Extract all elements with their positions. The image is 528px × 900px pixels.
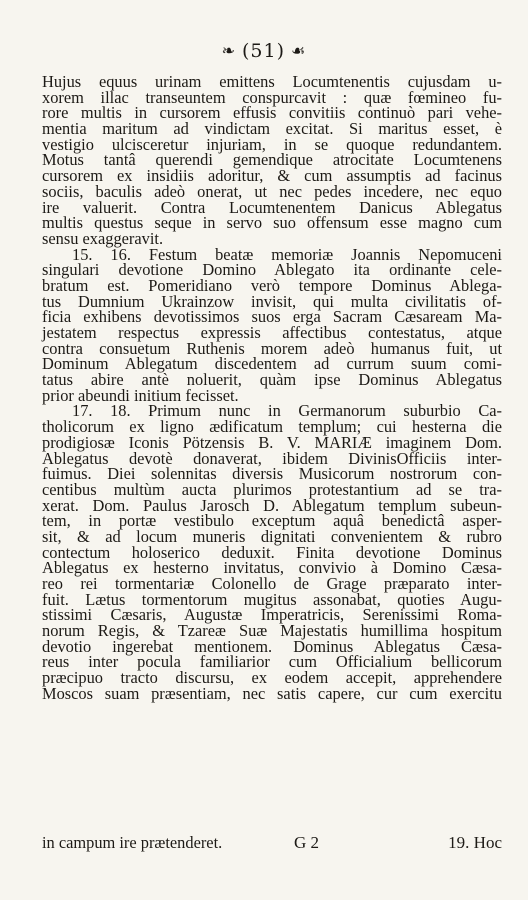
text-line: 17. 18. Primum nunc in Germanorum suburbio Ca- bbox=[72, 401, 502, 421]
text-line: centibus multùm aucta plurimos protestantium ad se tra- bbox=[42, 479, 502, 499]
text-line: Dominum Ablegatum discedentem ad currum suum comi- bbox=[42, 354, 502, 374]
text-line: jestatem respectus expressis affectibus contestatus, atque bbox=[42, 323, 502, 342]
text-line: Ablegatus ex hesterno invitatus, convivio à Domino Cæsa- bbox=[42, 558, 502, 578]
text-line: contra consuetum Ruthenis morem adeò humanus fuit, ut bbox=[42, 338, 502, 358]
text-line: sensu exaggeravit. bbox=[42, 228, 164, 248]
text-line: fuimus. Diei solennitas diversis Musicorum nostrorum con- bbox=[42, 464, 502, 484]
text-line: xorem illac transeuntem conspurcavit : quæ fœmineo fu- bbox=[42, 87, 502, 107]
text-line: sociis, baculis adeò onerat, ut nec pedes incedere, nec equo bbox=[42, 181, 502, 201]
page-number: (51) bbox=[242, 40, 286, 62]
signature-mark: G 2 bbox=[294, 833, 320, 852]
text-line: bratum est. Pomeridiano verò tempore Dominus Ablega- bbox=[42, 275, 502, 295]
text-line: Hujus equus urinam emittens Locumtenentis cujusdam u- bbox=[42, 72, 502, 91]
catchword: 19. Hoc bbox=[448, 833, 502, 852]
text-line: tholicorum ex ligno ædificatum templum; cui hesterna die bbox=[42, 417, 502, 437]
text-line: prior abeundi initium fecisset. bbox=[42, 385, 239, 405]
text-line: Moscos suam præsentiam, nec satis capere, cur cum exercitu bbox=[42, 683, 502, 703]
left-ornament-icon: ❧ bbox=[221, 41, 237, 60]
text-line: tatus abire antè noluerit, quàm ipse Dominus Ablegatus bbox=[42, 370, 502, 390]
text-line: tus Dumnium Ukrainzow invisit, qui multa civilitatis of- bbox=[42, 291, 502, 311]
text-line: Ablegatus devotè donaverat, ibidem DivinisOfficiis inter- bbox=[42, 448, 502, 468]
text-line: præcipuo tracto discursu, ex eodem accepit, apprehendere bbox=[42, 668, 502, 688]
text-line: stissimi Cæsaris, Augustæ Imperatricis, Serenissimi Roma- bbox=[42, 605, 502, 625]
text-body bbox=[42, 74, 502, 702]
text-line: xerat. Dom. Paulus Jarosch D. Ablegatum templum subeun- bbox=[42, 495, 502, 515]
text-line: contectum holoserico deduxit. Finita devotione Dominus bbox=[42, 542, 502, 562]
text-line: reus inter pocula familiarior cum Officialium bellicorum bbox=[42, 652, 502, 672]
text-line: fuit. Lætus tormentorum mugitus assonabat, quoties Augu- bbox=[42, 589, 502, 609]
text-line: vestigio ulcisceretur injuriam, in se quoque redundantem. bbox=[42, 134, 502, 154]
right-ornament-icon: ☙ bbox=[291, 41, 307, 60]
text-line: 15. 16. Festum beatæ memoriæ Joannis Nepomuceni bbox=[72, 244, 502, 264]
text-line: norum Regis, & Tzareæ Suæ Majestatis humillima hospitum bbox=[42, 621, 502, 641]
text-line: sit, & ad locum muneris dignitati convenientem & rubro bbox=[42, 526, 502, 546]
page-header bbox=[0, 40, 528, 62]
text-line: ire valuerit. Contra Locumtenentem Danicus Ablegatus bbox=[42, 197, 502, 217]
text-line: cursorem ex insidiis adoritur, & cum assumptis ad facinus bbox=[42, 166, 502, 186]
text-line: tem, in portæ vestibulo exceptum aquâ benedictâ asper- bbox=[42, 511, 502, 531]
text-line-final: in campum ire prætenderet. bbox=[42, 833, 223, 852]
text-line: rore multis in cursorem effusis convitiis continuò pari vehe- bbox=[42, 103, 502, 123]
text-line: ficia exhibens devotissimos suos erga Sacram Cæsaream Ma- bbox=[42, 307, 502, 327]
text-line: mentia maritum ad vindictam excitat. Si maritus esset, è bbox=[42, 119, 502, 139]
text-line: prodigiosæ Iconis Pötzensis B. V. MARIÆ imaginem Dom. bbox=[42, 432, 502, 452]
text-line: devotio ingerebat mentionem. Dominus Ablegatus Cæsa- bbox=[42, 636, 502, 656]
text-line: reo rei tormentariæ Colonello de Grage præparato inter- bbox=[42, 574, 502, 593]
text-line: singulari devotione Domino Ablegato ita ordinante cele- bbox=[42, 260, 502, 280]
text-line: Motus tantâ querendi gemendique atrocitate Locumtenens bbox=[42, 150, 502, 170]
text-line: multis questus seque in servo suo offensum esse magno cum bbox=[42, 213, 502, 233]
